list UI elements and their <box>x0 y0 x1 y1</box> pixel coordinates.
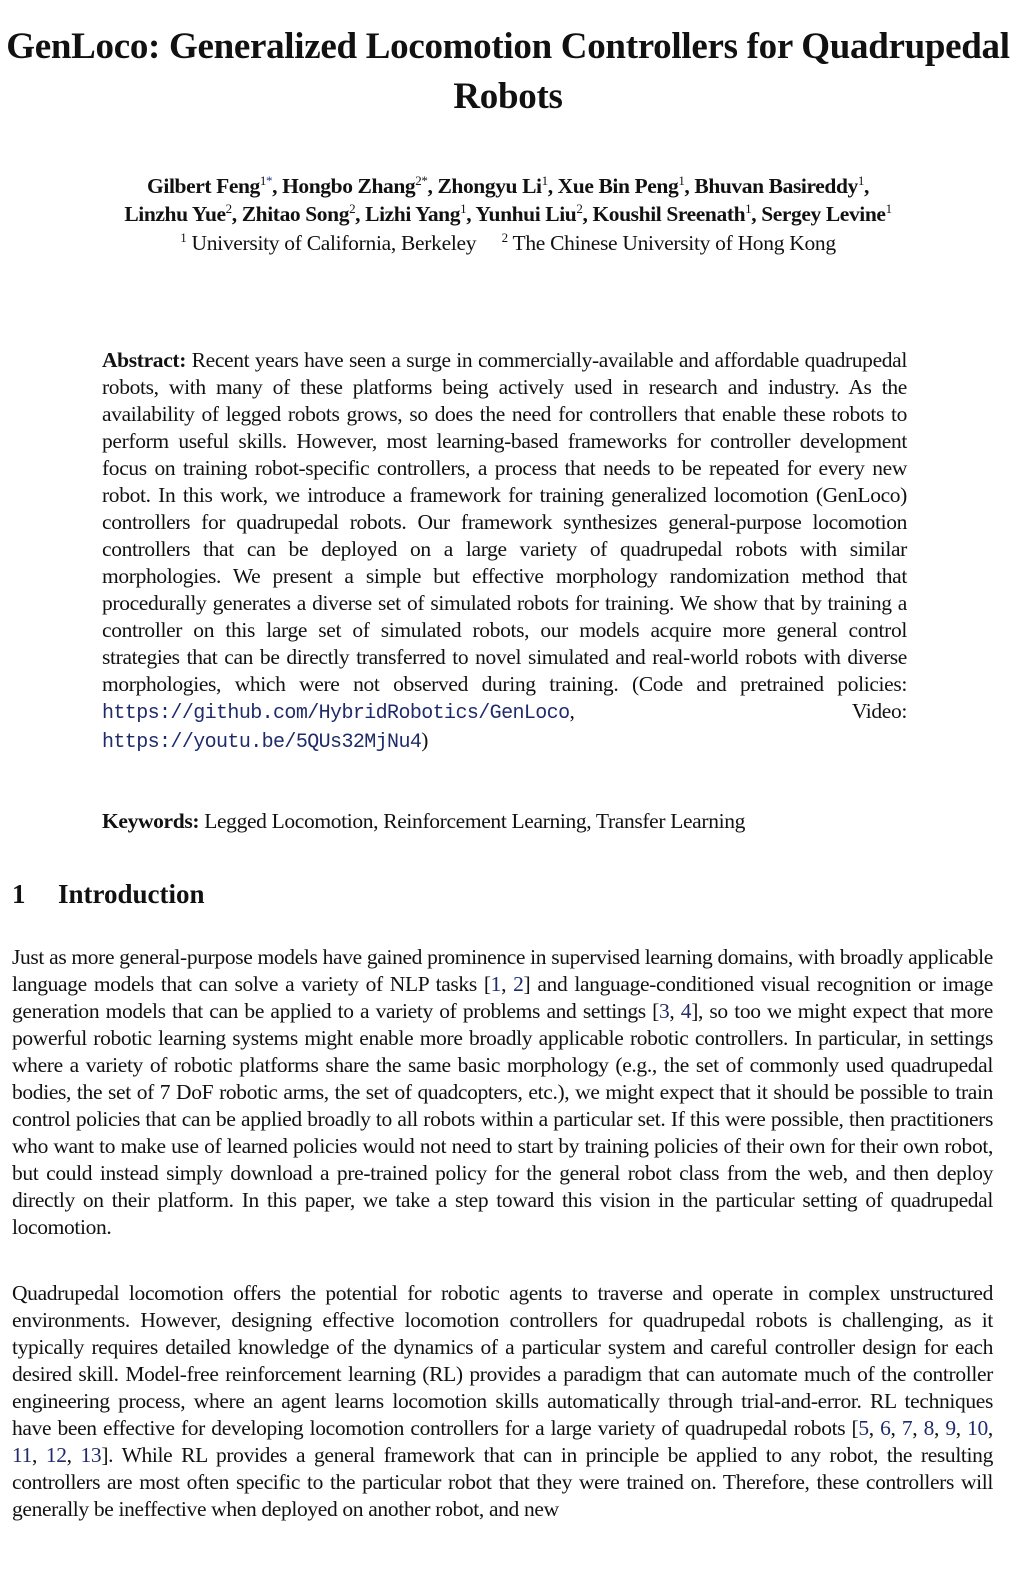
author: Xue Bin Peng$^1$ <box>557 173 685 198</box>
citation-link[interactable]: 12 <box>45 1443 67 1467</box>
author: Lizhi Yang$^1$ <box>365 201 467 226</box>
citation-link[interactable]: 13 <box>80 1443 102 1467</box>
citation-link[interactable]: 11 <box>12 1443 33 1467</box>
code-link[interactable]: https://github.com/HybridRobotics/GenLoco <box>102 702 570 725</box>
citation-link[interactable]: 1 <box>490 972 502 996</box>
keywords-text: Legged Locomotion, Reinforcement Learning, Transfer Learning <box>199 809 746 833</box>
abstract-label: Abstract: <box>102 348 187 372</box>
author: Gilbert Feng$^{1*}$ <box>147 173 273 198</box>
citation-link[interactable]: 7 <box>901 1416 913 1440</box>
citation-link[interactable]: 4 <box>680 999 692 1023</box>
keywords <box>102 808 907 835</box>
author: Zhongyu Li$^1$ <box>437 173 548 198</box>
citation-link[interactable]: 5 <box>858 1416 869 1440</box>
paper-title: GenLoco: Generalized Locomotion Controllers for Quadrupedal Robots <box>6 26 1010 117</box>
author: Sergey Levine$^1$ <box>761 201 892 226</box>
abstract-text: Recent years have seen a surge in commercially-available and affordable quadrupedal robots, with many of these platforms being actively used in research and industry. As the availability of legged robots grows, so does the need for controllers that enable these robots to perform useful skills. However, most learning-based frameworks for controller development focus on training robot-specific controllers, a process that needs to be repeated for every new robot. In this work, we introduce a framework for training generalized locomotion (GenLoco) controllers for quadrupedal robots. Our framework synthesizes general-purpose locomotion controllers that can be deployed on a large variety of quadrupedal robots with similar morphologies. We present a simple but effective morphology randomization method that procedurally generates a diverse set of simulated robots for training. We show that by training a controller on this large set of simulated robots, our models acquire more general control strategies that can be directly transferred to novel simulated and real-world robots with diverse morphologies, which were not observed during training. (Code and pretrained policies: <box>102 348 907 696</box>
affiliation: $^1$ University of California, Berkeley <box>180 230 477 255</box>
author: Linzhu Yue$^2$ <box>124 201 232 226</box>
section-title: Introduction <box>58 879 205 909</box>
citation-group: 5, 6, 7, 8, 9, 10, 11, 12, 13 <box>12 1416 993 1467</box>
intro-paragraph-2: Quadrupedal locomotion offers the potential for robotic agents to traverse and operate in complex unstructured environments. However, designing effective locomotion controllers for quadrupedal robots is challenging, as it typically requires detailed knowledge of the dynamics of a particular system and careful controller design for each desired skill. Model-free reinforcement learning (RL) provides a paradigm that can automate much of the controller engineering process, where an agent learns locomotion skills automatically through trial-and-error. RL techniques have been effective for developing locomotion controllers for a large variety of quadrupedal robots [5, 6, 7, 8, 9, 10, 11, 12, 13]. While RL provides a general framework that can in principle be applied to any robot, the resulting controllers are most often specific to the particular robot that they were trained on. Therefore, these controllers will generally be ineffective when deployed on another robot, and new <box>12 1281 993 1521</box>
section-heading <box>12 876 205 912</box>
citation-link[interactable]: 3 <box>658 999 670 1023</box>
citation-link[interactable]: 10 <box>967 1416 988 1440</box>
citation-link[interactable]: 8 <box>923 1416 935 1440</box>
intro-paragraph-1: Just as more general-purpose models have gained prominence in supervised learning domains, with broadly applicable language models that can solve a variety of NLP tasks [1, 2] and language-conditioned visual recognition or image generation models that can be applied to a variety of problems and settings [3, 4], so too we might expect that more powerful robotic learning systems might enable more broadly applicable robotic controllers. In particular, in settings where a variety of robotic platforms share the same basic morphology (e.g., the set of commonly used quadrupedal bodies, the set of 7 DoF robotic arms, the set of quadcopters, etc.), we might expect that it should be possible to train control policies that can be applied broadly to all robots within a particular set. If this were possible, then practitioners who want to make use of learned policies would not need to start by training policies of their own for their own robot, but could instead simply download a pre-trained policy for the general robot class from the web, and then deploy directly on their platform. In this paper, we take a step toward this vision in the particular setting of quadrupedal locomotion. <box>12 945 993 1239</box>
keywords-label: Keywords: <box>102 809 200 833</box>
author-list: Gilbert Feng$^{1*}$, Hongbo Zhang$^{2*}$, Zhongyu Li$^1$, Xue Bin Peng$^1$, Bhuvan Basireddy$^1$, Linzhu Yue$^2$, Zhitao Song$^2$, Lizhi Yang$^1$, Yunhui Liu$^2$, Koushil Sreenath$^1$, Sergey Levine$^1$ <box>124 173 892 226</box>
affiliation: $^2$ The Chinese University of Hong Kong <box>501 230 836 255</box>
affiliations <box>0 229 1016 257</box>
video-link[interactable]: https://youtu.be/5QUs32MjNu4 <box>102 731 422 754</box>
author: Zhitao Song$^2$ <box>241 201 356 226</box>
abstract: Abstract: Recent years have seen a surge in commercially-available and affordable quadrupedal robots, with many of these platforms being actively used in research and industry. As the availability of legged robots grows, so does the need for controllers that enable these robots to perform useful skills. However, most learning-based frameworks for controller development focus on training robot-specific controllers, a process that needs to be repeated for every new robot. In this work, we introduce a framework for training generalized locomotion (GenLoco) controllers for quadrupedal robots. Our framework synthesizes general-purpose locomotion controllers that can be deployed on a large variety of quadrupedal robots with similar morphologies. We present a simple but effective morphology randomization method that procedurally generates a diverse set of simulated robots for training. We show that by training a controller on this large set of simulated robots, our models acquire more general control strategies that can be directly transferred to novel simulated and real-world robots with diverse morphologies, which were not observed during training. (Code and pretrained policies: https://github.com/HybridRobotics/GenLoco, Video: https://youtu.be/5QUs32MjNu4) <box>102 348 907 754</box>
author: Hongbo Zhang$^{2*}$ <box>282 173 428 198</box>
author: Bhuvan Basireddy$^1$ <box>694 173 864 198</box>
author: Yunhui Liu$^2$ <box>475 201 583 226</box>
citation-link[interactable]: 2 <box>513 972 524 996</box>
citation-link[interactable]: 6 <box>880 1416 891 1440</box>
section-number: 1 <box>12 879 26 909</box>
author: Koushil Sreenath$^1$ <box>592 201 752 226</box>
citation-link[interactable]: 9 <box>945 1416 956 1440</box>
